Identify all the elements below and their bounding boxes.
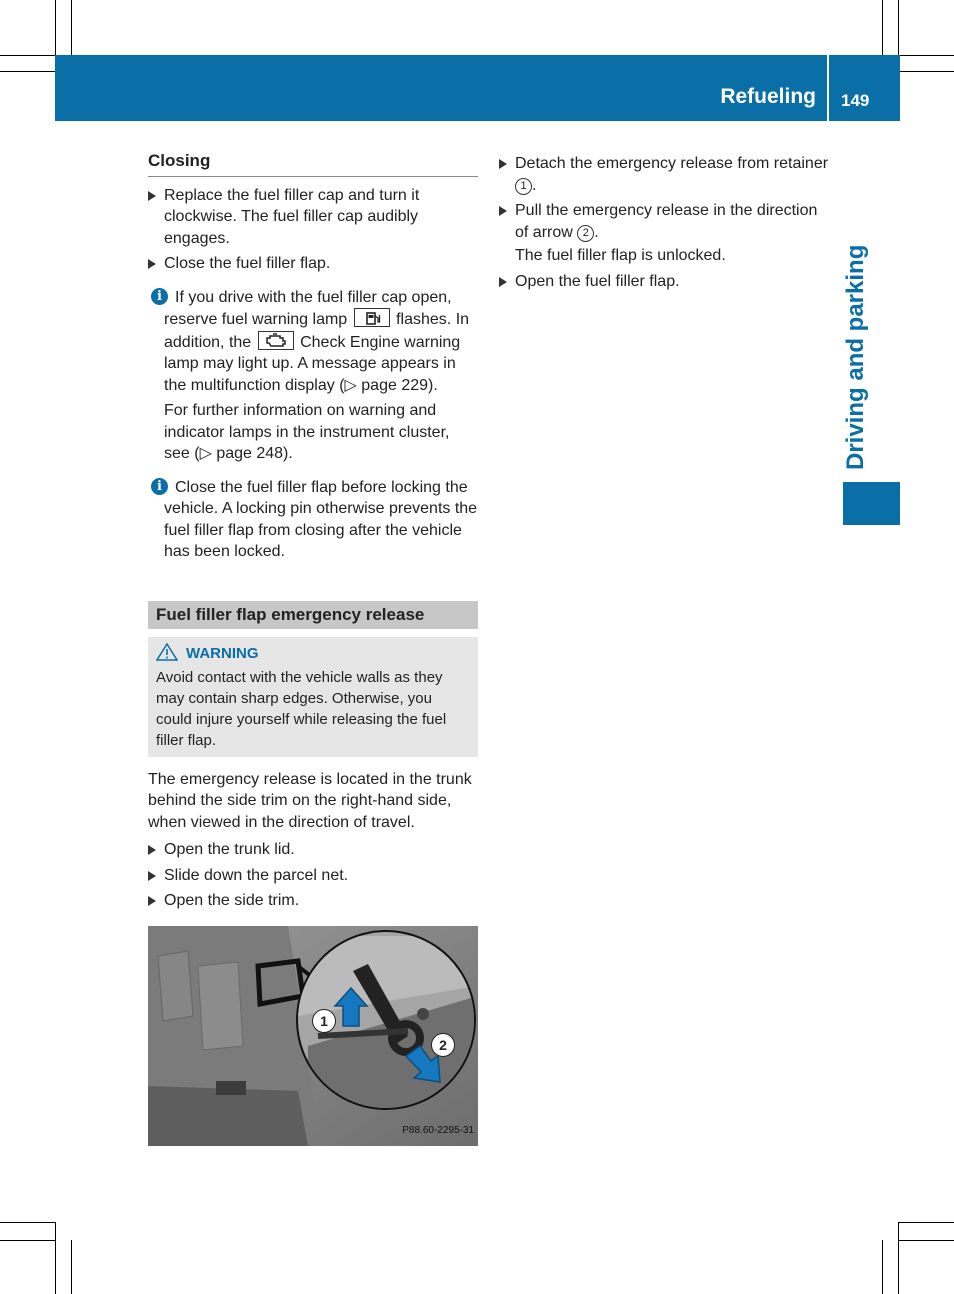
figure-caption: P88.60-2295-31 xyxy=(402,1125,474,1136)
fuel-lamp-icon xyxy=(354,308,390,327)
marker-1: 1 xyxy=(515,178,532,195)
step-text: Pull the emergency release in the direction of arrow xyxy=(515,202,818,241)
warning-title xyxy=(156,643,470,664)
crop-mark xyxy=(882,1240,883,1294)
step-text: Open the trunk lid. xyxy=(164,841,295,858)
note-text: If you drive with the fuel filler cap open, reserve fuel warning lamp xyxy=(164,288,452,328)
crop-mark xyxy=(898,71,954,72)
note-text: flashes. In addition, the xyxy=(164,311,470,351)
crop-mark xyxy=(55,0,56,56)
crop-mark xyxy=(0,55,56,56)
step-arrow-icon xyxy=(499,277,507,287)
warning-box xyxy=(148,637,478,757)
right-column xyxy=(499,153,834,296)
callout-2: 2 xyxy=(431,1033,455,1057)
crop-mark xyxy=(0,1222,56,1223)
emergency-step-1 xyxy=(148,839,478,861)
crop-mark xyxy=(898,0,899,56)
warning-text: Avoid contact with the vehicle walls as they may contain sharp edges. Otherwise, you could injure yourself while releasing the fuel filler flap. xyxy=(156,668,447,749)
note-text: Check Engine warning lamp may light up. A message appears in the multifunction display (▷ page 229). xyxy=(164,333,461,394)
info-note-locking xyxy=(148,477,478,563)
note-paragraph: Close the fuel filler flap before locking the vehicle. A locking pin otherwise prevents the fuel filler flap from closing after the vehicle has been locked. xyxy=(164,478,478,560)
chapter-tab-label: Driving and parking xyxy=(842,244,869,470)
step-arrow-icon xyxy=(148,259,156,269)
crop-mark xyxy=(0,1240,56,1241)
info-icon: i xyxy=(151,288,168,305)
crop-mark xyxy=(898,1222,899,1294)
marker-2: 2 xyxy=(577,225,594,242)
step-text: Open the side trim. xyxy=(164,892,300,909)
step-text: Close the fuel filler flap. xyxy=(164,255,331,272)
emergency-release-heading: Fuel filler flap emergency release xyxy=(148,601,478,629)
release-step-2: Pull the emergency release in the direction of arrow 2 . xyxy=(499,200,834,243)
step-text: Detach the emergency release from retainer xyxy=(515,155,829,172)
crop-mark xyxy=(898,1222,954,1223)
page-number: 149 xyxy=(841,91,870,110)
crop-mark xyxy=(71,0,72,56)
crop-mark xyxy=(71,1240,72,1294)
left-column xyxy=(148,150,478,1146)
header-bar xyxy=(55,55,900,121)
note-paragraph xyxy=(164,287,478,397)
trunk-illustration xyxy=(148,926,478,1146)
crop-mark xyxy=(898,1240,954,1241)
step-arrow-icon xyxy=(148,871,156,881)
note-paragraph: For further information on warning and indicator lamps in the instrument cluster, see (▷ page 248). xyxy=(164,402,450,462)
crop-mark xyxy=(882,0,883,56)
header-divider xyxy=(827,55,829,121)
warning-triangle-icon xyxy=(156,643,178,661)
step-result: The fuel filler flap is unlocked. xyxy=(515,247,726,264)
step-arrow-icon xyxy=(499,159,507,169)
release-step-3 xyxy=(499,271,834,293)
trunk-emergency-release-figure xyxy=(148,926,478,1146)
crop-mark xyxy=(55,1222,56,1294)
step-text: Open the fuel filler flap. xyxy=(515,272,680,290)
warning-label: WARNING xyxy=(186,644,259,662)
section-title: Refueling xyxy=(720,85,816,108)
chapter-tab xyxy=(843,482,900,525)
closing-step-2 xyxy=(148,253,478,275)
intro-paragraph: The emergency release is located in the trunk behind the side trim on the right-hand side, when viewed in the direction of travel. xyxy=(148,770,472,831)
step-arrow-icon xyxy=(499,206,507,216)
crop-mark xyxy=(898,55,954,56)
emergency-step-3 xyxy=(148,890,478,912)
step-arrow-icon xyxy=(148,191,156,201)
step-text: Replace the fuel filler cap and turn it clockwise. The fuel filler cap audibly engages. xyxy=(164,186,420,247)
step-text: Slide down the parcel net. xyxy=(164,866,349,884)
crop-mark xyxy=(0,71,56,72)
check-engine-icon xyxy=(258,331,294,350)
release-step-1: Detach the emergency release from retainer 1 . xyxy=(499,153,834,196)
step-arrow-icon xyxy=(148,896,156,906)
info-icon: i xyxy=(151,478,168,495)
emergency-step-2 xyxy=(148,865,478,887)
closing-heading: Closing xyxy=(148,150,478,177)
info-note-fuel-cap xyxy=(148,287,478,465)
callout-1: 1 xyxy=(312,1009,336,1033)
step-arrow-icon xyxy=(148,845,156,855)
closing-step-1 xyxy=(148,185,478,250)
